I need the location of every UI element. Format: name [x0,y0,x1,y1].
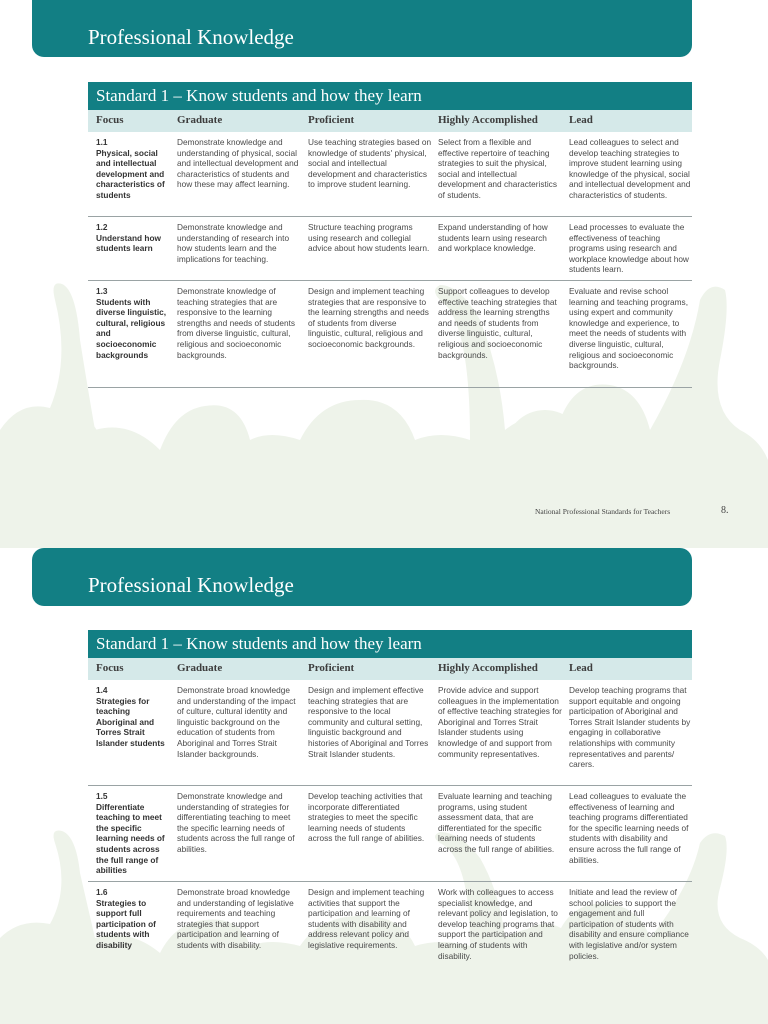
table-row [88,680,692,786]
focus-cell: 1.6 Strategies to support full participation of students with disability [96,887,156,950]
proficient-cell: Design and implement teaching strategies that are responsive to the learning strengths and needs of students from diverse linguistic, cultural, religious and socioeconomic backgrounds. [308,286,429,349]
column-header-highly-accomplished: Highly Accomplished [438,114,538,126]
table-header-row [88,110,692,132]
highly-accomplished-cell: Provide advice and support colleagues in the implementation of effective teaching strategies for Aboriginal and Torres Strait Islander students using knowledge of and support from community representatives. [438,685,562,759]
graduate-cell: Demonstrate knowledge and understanding of physical, social and intellectual development and characteristics of students and how these may affect learning. [177,137,299,190]
focus-cell: 1.5 Differentiate teaching to meet the specific learning needs of students across the full range of abilities [96,791,165,876]
document-page-9 [0,548,768,1024]
lead-cell: Evaluate and revise school learning and teaching programs, using expert and community knowledge and experience, to meet the needs of students with diverse linguistic, cultural, religious and socioeconomic backgrounds. [569,286,688,371]
graduate-cell: Demonstrate knowledge and understanding of research into how students learn and the implications for teaching. [177,222,290,264]
section-header-band [32,548,692,606]
lead-cell: Lead processes to evaluate the effectiveness of teaching programs using research and workplace knowledge about how students learn. [569,222,689,275]
proficient-cell: Use teaching strategies based on knowledge of students' physical, social and intellectual development and characteristics to improve student learning. [308,137,432,190]
table-row [88,281,692,388]
lead-cell: Lead colleagues to evaluate the effectiveness of learning and teaching programs differentiated for the specific learning needs of students with disability and ensure across the full range of abilities. [569,791,689,865]
focus-cell: 1.4 Strategies for teaching Aboriginal and Torres Strait Islander students [96,685,165,748]
proficient-cell: Design and implement effective teaching strategies that are responsive to the local community and cultural setting, linguistic background and histories of Aboriginal and Torres Strait Islander students. [308,685,429,759]
focus-cell: 1.1 Physical, social and intellectual development and characteristics of students [96,137,165,200]
lead-cell: Develop teaching programs that support equitable and ongoing participation of Aboriginal and Torres Strait Islander students by engaging in collaborative relationships with community representatives and parents/ carers. [569,685,691,770]
focus-cell: 1.3 Students with diverse linguistic, cultural, religious and socioeconomic backgrounds [96,286,167,360]
table-row [88,132,692,217]
highly-accomplished-cell: Work with colleagues to access specialist knowledge, and relevant policy and legislation, to develop teaching programs that support the participation and learning of students with disability. [438,887,558,961]
table-header-row [88,658,692,680]
page-number: 8. [721,505,729,516]
focus-cell: 1.2 Understand how students learn [96,222,161,254]
column-header-lead: Lead [569,662,593,674]
proficient-cell: Structure teaching programs using research and collegial advice about how students learn. [308,222,430,254]
standard-title-bar [88,82,692,110]
proficient-cell: Design and implement teaching activities that support the participation and learning of students with disability and address relevant policy and legislative requirements. [308,887,425,950]
table-row [88,786,692,882]
column-header-lead: Lead [569,114,593,126]
graduate-cell: Demonstrate broad knowledge and understanding of legislative requirements and teaching strategies that support participation and learning of students with disability. [177,887,294,950]
column-header-focus: Focus [96,114,124,126]
table-row [88,217,692,281]
standard-title: Standard 1 – Know students and how they learn [96,634,422,653]
column-header-graduate: Graduate [177,662,223,674]
section-title: Professional Knowledge [88,25,294,49]
highly-accomplished-cell: Evaluate learning and teaching programs, using student assessment data, that are differentiated for the specific learning needs of students across the full range of abilities. [438,791,555,854]
lead-cell: Lead colleagues to select and develop teaching strategies to improve student learning using knowledge of the physical, social and intellectual development and characteristics of students. [569,137,691,200]
column-header-focus: Focus [96,662,124,674]
proficient-cell: Develop teaching activities that incorporate differentiated strategies to meet the specific learning needs of students across the full range of abilities. [308,791,425,844]
column-header-proficient: Proficient [308,114,355,126]
footer-text: National Professional Standards for Teachers [535,507,671,516]
column-header-highly-accomplished: Highly Accomplished [438,662,538,674]
column-header-proficient: Proficient [308,662,355,674]
section-header-band [32,0,692,57]
highly-accomplished-cell: Expand understanding of how students learn using research and workplace knowledge. [438,222,548,254]
standard-title-bar [88,630,692,658]
graduate-cell: Demonstrate knowledge of teaching strategies that are responsive to the learning strengths and needs of students from diverse linguistic, cultural, religious and socioeconomic backgrounds. [177,286,296,360]
highly-accomplished-cell: Select from a flexible and effective repertoire of teaching strategies to suit the physical, social and intellectual development and characteristics of students. [438,137,557,200]
highly-accomplished-cell: Support colleagues to develop effective teaching strategies that address the learning strengths and needs of students from diverse linguistic, cultural, religious and socioeconomic backgrounds. [438,286,557,360]
lead-cell: Initiate and lead the review of school policies to support the engagement and full participation of students with disability and ensure compliance with legislative and/or system policies. [569,887,689,961]
graduate-cell: Demonstrate knowledge and understanding of strategies for differentiating teaching to meet the specific learning needs of students across the full range of abilities. [177,791,295,854]
section-title: Professional Knowledge [88,573,294,597]
column-header-graduate: Graduate [177,114,223,126]
standard-title: Standard 1 – Know students and how they learn [96,86,422,105]
table-row [88,882,692,977]
graduate-cell: Demonstrate broad knowledge and understanding of the impact of culture, cultural identity and linguistic background on the education of students from Aboriginal and Torres Strait Islander backgrounds. [177,685,296,759]
